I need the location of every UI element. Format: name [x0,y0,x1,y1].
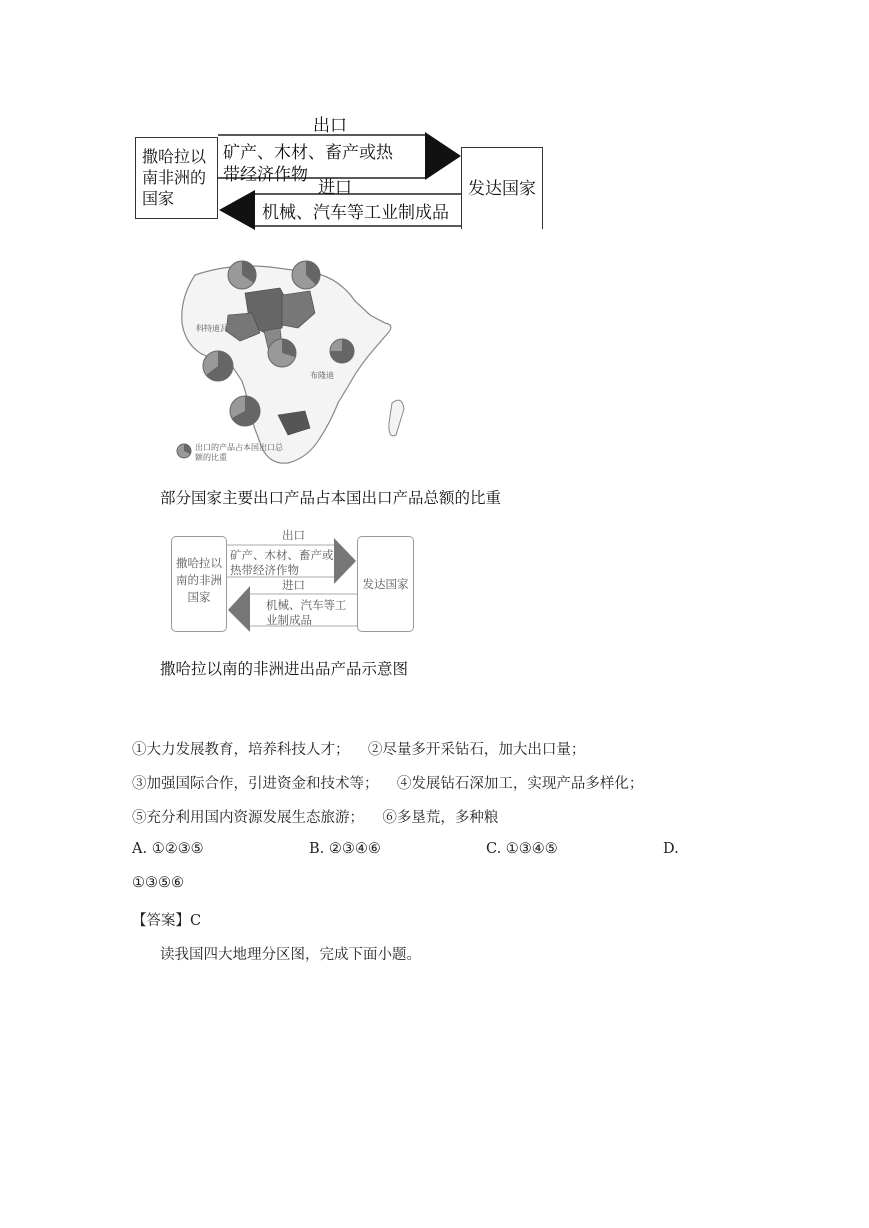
top-right-box-label: 发达国家 [468,178,536,199]
bottom-export-label: 出口 [282,528,305,542]
top-import-label: 进口 [318,178,352,198]
question-line-2: ③加强国际合作，引进资金和技术等； ④发展钻石深加工，实现产品多样化； [132,776,644,792]
bottom-left-box [171,536,227,632]
top-export-goods: 矿产、木材、畜产或热带经济作物 [223,143,393,185]
top-right-box [461,147,543,229]
bottom-left-box-label: 撒哈拉以南的非洲国家 [176,556,222,604]
bottom-right-box [357,536,414,632]
top-export-label: 出口 [313,116,347,136]
option-c: C. ①③④⑤ [486,841,558,857]
top-left-box-label: 撒哈拉以南非洲的国家 [142,147,207,208]
bottom-export-goods: 矿产、木材、畜产或热带经济作物 [230,548,334,577]
top-import-goods: 机械、汽车等工业制成品 [262,203,449,223]
africa-outline [170,253,420,468]
top-left-box [135,137,218,219]
answer-text: 【答案】C [132,913,202,929]
option-b: B. ②③④⑥ [309,841,381,857]
bottom-import-label: 进口 [282,578,305,592]
bottom-diagram-caption: 撒哈拉以南的非洲进出品产品示意图 [160,660,409,678]
map-legend-text: 出口的产品占本国出口总额的比重 [195,443,283,462]
next-question-prompt: 读我国四大地理分区图，完成下面小题。 [160,947,421,963]
option-d-continued: ①③⑤⑥ [132,875,184,891]
bottom-import-goods: 机械、汽车等工业制成品 [266,598,347,627]
option-a: A. ①②③⑤ [132,841,204,857]
map-place-label-burundi: 布隆迪 [310,371,334,380]
question-line-3: ⑤充分利用国内资源发展生态旅游； ⑥多垦荒，多种粮 [132,810,499,826]
africa-map [170,253,420,468]
bottom-right-box-label: 发达国家 [362,576,409,591]
question-line-1: ①大力发展教育，培养科技人才； ②尽量多开采钻石，加大出口量； [132,742,586,758]
option-d: D. [663,841,679,857]
map-place-label-cote-divoire: 科特迪瓦 [196,324,228,333]
map-caption: 部分国家主要出口产品占本国出口产品总额的比重 [160,489,502,507]
